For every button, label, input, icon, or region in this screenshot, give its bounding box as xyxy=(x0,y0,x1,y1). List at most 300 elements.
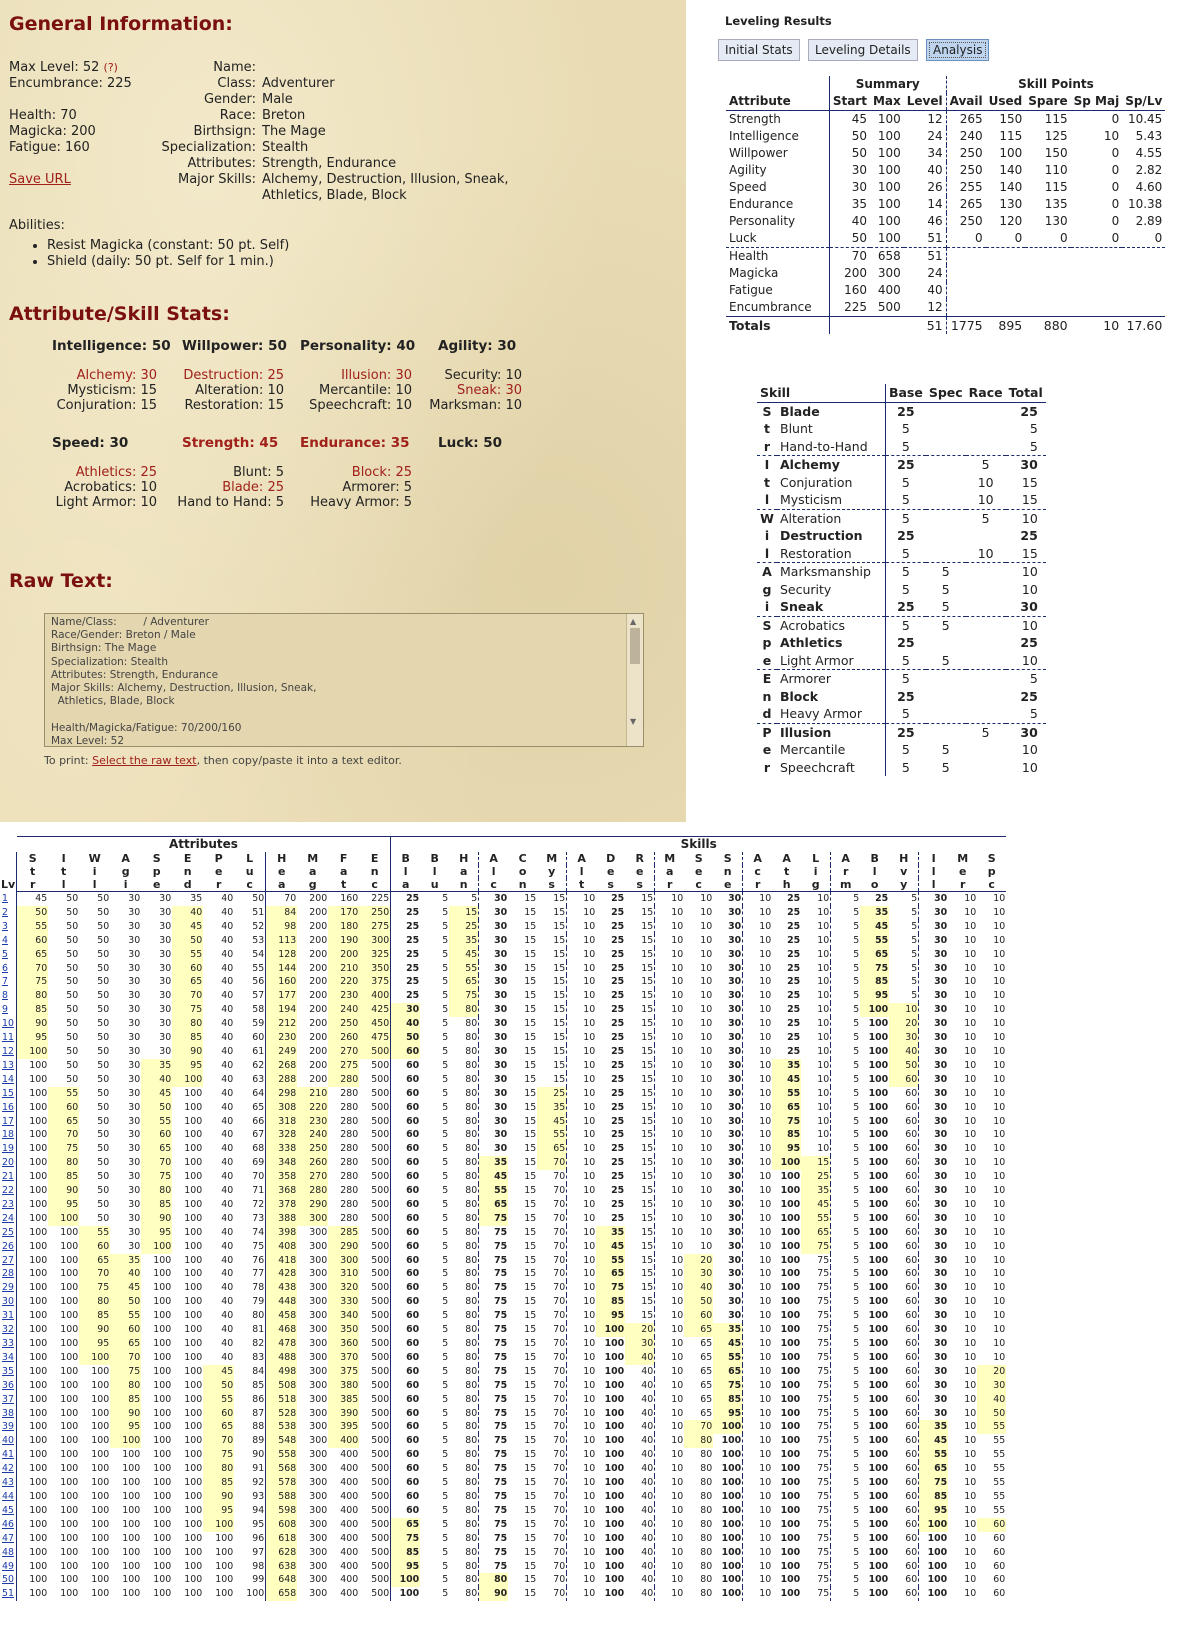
column-header: e xyxy=(606,865,615,878)
column-header: M xyxy=(664,852,676,865)
level-link[interactable]: 18 xyxy=(0,1128,17,1142)
level-link[interactable]: 22 xyxy=(0,1184,17,1198)
field-label xyxy=(160,188,256,204)
level-link[interactable]: 4 xyxy=(0,934,17,948)
column-header: s xyxy=(596,878,625,892)
column-header: t xyxy=(567,878,597,892)
skill-row: d Heavy Armor 5 5 xyxy=(762,706,1038,722)
column-header: c xyxy=(234,878,266,892)
level-link[interactable]: 30 xyxy=(0,1295,17,1309)
skill-row: S Acrobatics 5 5 10 xyxy=(757,616,1046,634)
skill-stat: Armorer: 5 xyxy=(342,480,412,495)
attribute-row: Endurance 35 100 14 265 130 135 0 10.38 xyxy=(729,197,1163,211)
column-header: v xyxy=(889,865,919,878)
skill-stat: Hand to Hand: 5 xyxy=(177,495,284,510)
skill-stat: Heavy Armor: 5 xyxy=(310,495,412,510)
derived-row: Fatigue 160 400 40 xyxy=(726,282,1165,299)
column-header: M xyxy=(957,852,969,865)
column-header: r xyxy=(17,878,49,892)
level-link[interactable]: 29 xyxy=(0,1281,17,1295)
level-row: 22 100 90 50 30 80 100 40 71 368 280 280 500 60 5 80 55 15 70 10 25 15 10 10 30 10 100 35 5 100 60 30 10 10 xyxy=(2,1185,1006,1197)
level-link[interactable]: 43 xyxy=(0,1476,17,1490)
level-link[interactable]: 9 xyxy=(0,1003,17,1017)
column-header: c xyxy=(684,878,713,892)
level-row: 19 100 75 50 30 65 100 40 68 338 250 280 500 60 5 80 30 15 65 10 25 15 10 10 30 10 95 10 5 100 60 30 10 10 xyxy=(2,1143,1006,1155)
column-header: S xyxy=(694,852,703,865)
level-link[interactable]: 19 xyxy=(0,1142,17,1156)
health: Health: 70 xyxy=(9,108,77,123)
level-row: 2 50 50 50 30 30 40 40 51 84 200 170 250 25 5 15 30 15 15 10 25 15 10 10 30 10 25 10 5 35 5 30 10 10 xyxy=(2,906,1006,918)
skill-row: t Blunt 5 5 xyxy=(764,421,1038,437)
skill-stat: Illusion: 30 xyxy=(341,368,412,383)
level-link[interactable]: 44 xyxy=(0,1490,17,1504)
column-header: c xyxy=(754,865,761,878)
level-row: 42 100 100 100 100 100 100 80 91 568 300 400 500 60 5 80 75 15 70 10 100 40 10 80 100 10 100 75 5 100 60 65 10 55 xyxy=(2,1463,1006,1475)
column-header: t xyxy=(61,865,67,878)
column-header: n xyxy=(449,878,479,892)
select-raw-text-link[interactable]: Select the raw text xyxy=(92,754,197,767)
attribute-row: Agility 30 100 40 250 140 110 0 2.82 xyxy=(729,163,1163,177)
level-row: 23 100 95 50 30 85 100 40 72 378 290 280 500 60 5 80 65 15 70 10 25 15 10 10 30 10 100 45 5 100 60 30 10 10 xyxy=(2,1198,1006,1210)
column-header: Level xyxy=(906,94,943,108)
totals-row: Totals 51 1775 895 880 10 17.60 xyxy=(726,317,1165,335)
column-header: a xyxy=(449,865,479,878)
column-header: I xyxy=(931,852,936,865)
column-header: P xyxy=(214,852,223,865)
summary-header: Summary xyxy=(829,76,946,93)
level-row: 50 100 100 100 100 100 100 100 99 648 300 400 500 100 5 80 80 15 70 10 100 40 10 80 100 10 100 75 5 100 60 100 10 60 xyxy=(2,1574,1006,1586)
level-link[interactable]: 13 xyxy=(0,1059,17,1073)
column-header: W xyxy=(88,852,101,865)
attr-skill-heading: Attribute/Skill Stats: xyxy=(9,303,230,325)
field-label: Specialization: xyxy=(161,140,256,155)
column-header: Race xyxy=(968,385,1003,401)
level-link[interactable]: 21 xyxy=(0,1170,17,1184)
attribute-row: Willpower 50 100 34 250 100 150 0 4.55 xyxy=(729,146,1163,160)
attribute-row: Strength 45 100 12 265 150 115 0 10.45 xyxy=(729,112,1163,126)
column-header: e xyxy=(141,878,172,892)
level-row: 40 100 100 100 100 100 100 70 89 548 300 400 500 60 5 80 75 15 70 10 100 40 10 80 100 10 100 75 5 100 60 45 10 55 xyxy=(2,1435,1006,1447)
skill-row: e Light Armor 5 5 10 xyxy=(762,652,1038,668)
level-row: 15 100 55 50 30 45 100 40 64 298 210 280 500 60 5 80 30 15 25 10 25 15 10 10 30 10 55 10 5 100 60 30 10 10 xyxy=(2,1087,1006,1099)
level-row: 39 100 100 100 95 100 100 65 88 538 300 395 500 60 5 80 75 15 70 10 100 40 10 70 100 10 100 75 5 100 60 35 10 55 xyxy=(2,1421,1006,1433)
column-header: r xyxy=(743,878,773,892)
general-left-stats xyxy=(9,60,132,188)
raw-text-note: To print: Select the raw text, then copy/paste it into a text editor. xyxy=(44,754,402,767)
general-info-heading: General Information: xyxy=(9,13,233,35)
column-header: A xyxy=(577,852,586,865)
level-progression-table-wrap xyxy=(0,836,1006,1601)
attribute-heading: Agility: 30 xyxy=(438,338,517,354)
level-link[interactable]: 24 xyxy=(0,1212,17,1226)
level-link[interactable]: 41 xyxy=(0,1448,17,1462)
column-header: Spec xyxy=(928,385,963,401)
column-header: a xyxy=(308,865,317,878)
column-header: g xyxy=(801,878,831,892)
field-value: Breton xyxy=(262,108,306,123)
column-header: B xyxy=(870,852,879,865)
level-row: 14 100 50 50 30 40 100 40 63 288 200 280 500 60 5 80 30 15 15 10 25 15 10 10 30 10 45 10 5 100 60 30 10 10 xyxy=(2,1073,1006,1085)
level-row: 27 100 100 65 35 100 100 40 76 418 300 300 500 60 5 80 75 15 70 10 55 15 10 20 30 10 100 75 5 100 60 30 10 10 xyxy=(2,1254,1006,1266)
level-link[interactable]: 40 xyxy=(0,1434,17,1448)
field-value: Stealth xyxy=(262,140,309,155)
level-row: 21 100 85 50 30 75 100 40 70 358 270 280 500 60 5 80 45 15 70 10 25 15 10 10 30 10 100 25 5 100 60 30 10 10 xyxy=(2,1171,1006,1183)
column-header: D xyxy=(606,852,616,865)
column-header: e xyxy=(958,865,967,878)
max-level-help-link[interactable]: (?) xyxy=(103,61,118,74)
level-link[interactable]: 38 xyxy=(0,1407,17,1421)
column-header xyxy=(0,852,17,865)
column-header: l xyxy=(931,865,936,878)
column-header: e xyxy=(214,865,223,878)
column-header: S xyxy=(987,852,996,865)
level-link[interactable]: 33 xyxy=(0,1337,17,1351)
level-row: 1 45 50 50 30 30 35 40 50 70 200 160 225 25 5 5 30 15 15 10 25 15 10 10 30 10 25 10 5 25 5 30 10 10 xyxy=(2,892,1006,904)
column-header: l xyxy=(79,878,110,892)
column-header: u xyxy=(420,878,449,892)
attribute-heading: Strength: 45 xyxy=(182,435,279,451)
column-header: c xyxy=(479,878,509,892)
level-link[interactable]: 1 xyxy=(0,892,17,906)
skill-row: P Illusion 25 5 30 xyxy=(757,723,1046,741)
column-header: c xyxy=(977,878,1006,892)
raw-text-content: Name/Class: / Adventurer Race/Gender: Breton / Male Birthsign: The Mage Specialization: Stealth Attributes: Strength, Endurance Major Skills: Alchemy, Destruction, Illusion, Sneak, Athletics, Blade, Block Health/Magicka/Fatigue: 70/200/160 Max Level: 52 xyxy=(51,616,317,747)
column-header: L xyxy=(801,852,831,865)
column-header: Start xyxy=(829,93,870,111)
field-label: Birthsign: xyxy=(193,124,256,139)
column-header: Used xyxy=(988,94,1023,108)
skill-stat: Destruction: 25 xyxy=(183,368,284,383)
encumbrance: Encumbrance: 225 xyxy=(9,76,132,91)
level-row: 13 100 50 50 30 35 95 40 62 268 200 275 500 60 5 80 30 15 15 10 25 15 10 10 30 10 35 10 5 100 50 30 10 10 xyxy=(2,1059,1006,1071)
skill-stat: Light Armor: 10 xyxy=(55,495,157,510)
attribute-heading: Endurance: 35 xyxy=(300,435,410,451)
level-link[interactable]: 14 xyxy=(0,1073,17,1087)
column-header: l xyxy=(48,878,79,892)
column-header: C xyxy=(518,852,527,865)
attribute-row: Speed 30 100 26 255 140 115 0 4.60 xyxy=(729,180,1163,194)
level-row: 45 100 100 100 100 100 100 95 94 598 300 400 500 60 5 80 75 15 70 10 100 40 10 80 100 10 100 75 5 100 60 95 10 55 xyxy=(2,1504,1006,1516)
level-progression-table xyxy=(0,836,1006,1601)
level-row: 48 100 100 100 100 100 100 100 97 628 300 400 500 85 5 80 75 15 70 10 100 40 10 80 100 10 100 75 5 100 60 100 10 60 xyxy=(2,1546,1006,1558)
tab-analysis[interactable]: Analysis xyxy=(926,39,989,61)
skill-row: t Conjuration 5 10 15 xyxy=(764,474,1038,490)
column-header xyxy=(0,865,17,878)
column-header: p xyxy=(987,865,996,878)
column-header: a xyxy=(391,878,421,892)
level-link[interactable]: 20 xyxy=(0,1156,17,1170)
column-header: H xyxy=(449,852,479,865)
level-link[interactable]: 39 xyxy=(0,1420,17,1434)
derived-row: Magicka 200 300 24 xyxy=(726,265,1165,282)
ability-item: • Resist Magicka (constant: 50 pt. Self) xyxy=(47,238,289,254)
skill-row: r Speechcraft 5 5 10 xyxy=(763,759,1038,775)
column-header: Spare xyxy=(1028,94,1068,108)
skill-points-header: Skill Points xyxy=(946,76,1165,93)
level-link[interactable]: 48 xyxy=(0,1546,17,1560)
level-link[interactable]: 45 xyxy=(0,1504,17,1518)
column-header: m xyxy=(831,878,861,892)
level-row: 47 100 100 100 100 100 100 100 96 618 300 400 500 75 5 80 75 15 70 10 100 40 10 80 100 10 100 75 5 100 60 100 10 60 xyxy=(2,1532,1006,1544)
column-header: A xyxy=(841,852,850,865)
skill-row: l Restoration 5 10 15 xyxy=(764,545,1038,561)
field-value: Male xyxy=(262,92,293,107)
skill-row: A Marksmanship 5 5 10 xyxy=(757,563,1046,581)
column-header: e xyxy=(694,865,703,878)
field-value: Adventurer xyxy=(262,76,335,91)
skill-stat: Blunt: 5 xyxy=(233,465,284,480)
column-header: i xyxy=(110,878,141,892)
level-link[interactable]: 17 xyxy=(0,1115,17,1129)
level-row: 30 100 100 80 50 100 100 40 79 448 300 330 500 60 5 80 75 15 70 10 85 15 10 50 30 10 100 75 5 100 60 30 10 10 xyxy=(2,1296,1006,1308)
level-link[interactable]: 49 xyxy=(0,1560,17,1574)
level-link[interactable]: 3 xyxy=(0,920,17,934)
skill-stat: Alteration: 10 xyxy=(195,383,284,398)
column-header: A xyxy=(489,852,498,865)
raw-text-heading: Raw Text: xyxy=(9,570,113,592)
scroll-down-icon[interactable]: ▼ xyxy=(630,716,637,726)
attribute-heading: Luck: 50 xyxy=(438,435,503,451)
column-header: H xyxy=(889,852,919,865)
column-header: r xyxy=(842,865,849,878)
field-value: Strength, Endurance xyxy=(262,156,397,171)
level-row: 3 55 50 50 30 30 45 40 52 98 200 180 275 25 5 25 30 15 15 10 25 15 10 10 30 10 25 10 5 45 5 30 10 10 xyxy=(2,920,1006,932)
level-link[interactable]: 5 xyxy=(0,948,17,962)
level-row: 28 100 100 70 40 100 100 40 77 428 300 310 500 60 5 80 75 15 70 10 65 15 10 30 30 10 100 75 5 100 60 30 10 10 xyxy=(2,1268,1006,1280)
skill-stat: Mysticism: 15 xyxy=(67,383,157,398)
column-header: S xyxy=(713,852,743,865)
column-header: Attribute xyxy=(729,94,791,108)
abilities-list xyxy=(9,238,289,270)
field-label: Gender: xyxy=(203,92,256,107)
level-row: 24 100 100 50 30 90 100 40 73 388 300 280 500 60 5 80 75 15 70 10 25 15 10 10 30 10 100 55 5 100 60 30 10 10 xyxy=(2,1212,1006,1224)
level-row: 26 100 100 60 30 100 100 40 75 408 300 290 500 60 5 80 75 15 70 10 45 15 10 10 30 10 100 75 5 100 60 30 10 10 xyxy=(2,1240,1006,1252)
column-header: l xyxy=(872,865,877,878)
attributes-group-header: Attributes xyxy=(17,837,391,853)
level-row: 34 100 100 100 70 100 100 40 83 488 300 370 500 60 5 80 75 15 70 10 100 40 10 65 55 10 100 75 5 100 60 30 10 10 xyxy=(2,1351,1006,1363)
column-header: E xyxy=(183,852,192,865)
level-row: 6 70 50 50 30 30 60 40 55 144 200 210 350 25 5 55 30 15 15 10 25 15 10 10 30 10 25 10 5 75 5 30 10 10 xyxy=(2,962,1006,974)
column-header: s xyxy=(625,878,655,892)
level-link[interactable]: 8 xyxy=(0,989,17,1003)
column-header: c xyxy=(359,878,391,892)
field-label: Name: xyxy=(213,60,256,75)
column-header: t xyxy=(30,865,36,878)
skill-row: e Mercantile 5 5 10 xyxy=(762,742,1038,758)
column-header: s xyxy=(537,878,567,892)
column-header: l xyxy=(919,878,949,892)
level-row: 46 100 100 100 100 100 100 100 95 608 300 400 500 65 5 80 75 15 70 10 100 40 10 80 100 10 100 75 5 100 60 100 10 60 xyxy=(2,1518,1006,1530)
column-header: Skill xyxy=(760,385,791,401)
level-link[interactable]: 42 xyxy=(0,1462,17,1476)
level-row: 25 100 100 55 30 95 100 40 74 398 300 285 500 60 5 80 75 15 70 10 35 15 10 10 30 10 100 65 5 100 60 30 10 10 xyxy=(2,1226,1006,1238)
level-row: 36 100 100 100 80 100 100 50 85 508 300 380 500 60 5 80 75 15 70 10 100 40 10 65 75 10 100 75 5 100 60 30 10 30 xyxy=(2,1379,1006,1391)
level-link[interactable]: 34 xyxy=(0,1351,17,1365)
level-link[interactable]: 28 xyxy=(0,1267,17,1281)
column-header: Max xyxy=(872,94,901,108)
column-header: L xyxy=(234,852,266,865)
level-row: 35 100 100 100 75 100 100 45 84 498 300 375 500 60 5 80 75 15 70 10 100 40 10 65 65 10 100 75 5 100 60 30 10 20 xyxy=(2,1365,1006,1377)
level-row: 4 60 50 50 30 30 50 40 53 113 200 190 300 25 5 35 30 15 15 10 25 15 10 10 30 10 25 10 5 55 5 30 10 10 xyxy=(2,934,1006,946)
summary-table xyxy=(726,76,1165,334)
level-link[interactable]: 36 xyxy=(0,1379,17,1393)
level-link[interactable]: 31 xyxy=(0,1309,17,1323)
skill-base-table xyxy=(757,384,1046,776)
column-header: n xyxy=(508,878,537,892)
level-row: 12 100 50 50 30 30 90 40 61 249 200 270 500 60 5 80 30 15 15 10 25 15 10 10 30 10 25 10 5 100 40 30 10 10 xyxy=(2,1045,1006,1057)
level-link[interactable]: 27 xyxy=(0,1254,17,1268)
field-value: Alchemy, Destruction, Illusion, Sneak, xyxy=(262,172,509,187)
skill-row: p Athletics 25 25 xyxy=(762,635,1038,651)
tab-leveling-details[interactable]: Leveling Details xyxy=(808,39,918,61)
level-row: 37 100 100 100 85 100 100 55 86 518 300 385 500 60 5 80 75 15 70 10 100 40 10 65 85 10 100 75 5 100 60 30 10 40 xyxy=(2,1393,1006,1405)
column-header: n xyxy=(359,865,391,878)
level-link[interactable]: 32 xyxy=(0,1323,17,1337)
column-header: i xyxy=(801,865,831,878)
magicka: Magicka: 200 xyxy=(9,124,96,139)
column-header: Base xyxy=(885,384,925,402)
level-link[interactable]: 12 xyxy=(0,1045,17,1059)
skill-stat: Athletics: 25 xyxy=(75,465,157,480)
level-link[interactable]: 7 xyxy=(0,975,17,989)
column-header: a xyxy=(339,865,348,878)
level-link[interactable]: 26 xyxy=(0,1240,17,1254)
skills-group-header: Skills xyxy=(391,837,1007,853)
level-row: 18 100 70 50 30 60 100 40 67 328 240 280 500 60 5 80 30 15 55 10 25 15 10 10 30 10 85 10 5 100 60 30 10 10 xyxy=(2,1129,1006,1141)
column-header: I xyxy=(61,852,66,865)
level-column-header: Lv xyxy=(1,878,16,892)
field-label: Major Skills: xyxy=(178,172,256,187)
level-row: 11 95 50 50 30 30 85 40 60 230 200 260 475 50 5 80 30 15 15 10 25 15 10 10 30 10 25 10 5 100 30 30 10 10 xyxy=(2,1032,1006,1044)
level-link[interactable]: 46 xyxy=(0,1518,17,1532)
field-label: Attributes: xyxy=(187,156,256,171)
field-value: The Mage xyxy=(262,124,326,139)
column-header: A xyxy=(121,852,130,865)
column-header: o xyxy=(860,878,889,892)
column-header: S xyxy=(152,852,161,865)
level-link[interactable]: 47 xyxy=(0,1532,17,1546)
level-row: 41 100 100 100 100 100 100 75 90 558 300 400 500 60 5 80 75 15 70 10 100 40 10 80 100 10 100 75 5 100 60 55 10 55 xyxy=(2,1449,1006,1461)
derived-row: Health 70 658 51 xyxy=(726,248,1165,266)
level-link[interactable]: 16 xyxy=(0,1101,17,1115)
skill-row: S Blade 25 25 xyxy=(762,403,1038,419)
level-row: 16 100 60 50 30 50 100 40 65 308 220 280 500 60 5 80 30 15 35 10 25 15 10 10 30 10 65 10 5 100 60 30 10 10 xyxy=(2,1101,1006,1113)
column-header: F xyxy=(339,852,348,865)
level-link[interactable]: 15 xyxy=(0,1087,17,1101)
attribute-heading: Intelligence: 50 xyxy=(52,338,171,354)
max-level: Max Level: 52 xyxy=(9,60,100,75)
level-row: 9 85 50 50 30 30 75 40 58 194 200 240 425 30 5 80 30 15 15 10 25 15 10 10 30 10 25 10 5 100 10 30 10 10 xyxy=(2,1004,1006,1016)
skill-stat: Sneak: 30 xyxy=(456,383,522,398)
attribute-heading: Speed: 30 xyxy=(52,435,129,451)
skill-row: E Armorer 5 5 xyxy=(757,670,1046,688)
skill-stat: Conjuration: 15 xyxy=(56,398,157,413)
abilities-label: Abilities: xyxy=(9,218,65,233)
skill-row: g Security 5 5 10 xyxy=(762,581,1038,597)
column-header: a xyxy=(266,878,298,892)
level-link[interactable]: 50 xyxy=(0,1573,17,1587)
level-link[interactable]: 11 xyxy=(0,1031,17,1045)
abilities xyxy=(9,218,289,270)
column-header: h xyxy=(772,878,801,892)
level-row: 29 100 100 75 45 100 100 40 78 438 300 320 500 60 5 80 75 15 70 10 75 15 10 40 30 10 100 75 5 100 60 30 10 10 xyxy=(2,1282,1006,1294)
column-header: r xyxy=(655,878,685,892)
save-url-link[interactable]: Save URL xyxy=(9,172,71,187)
skill-stat: Alchemy: 30 xyxy=(76,368,157,383)
level-row: 51 100 100 100 100 100 100 100 100 658 300 400 500 100 5 80 90 15 70 10 100 40 10 80 100 10 100 75 5 100 60 100 10 60 xyxy=(2,1588,1006,1600)
level-link[interactable]: 25 xyxy=(0,1226,17,1240)
column-header: y xyxy=(889,878,919,892)
field-label: Race: xyxy=(219,108,256,123)
column-header: l xyxy=(579,865,584,878)
leveling-results-title: Leveling Results xyxy=(725,14,832,28)
column-header: Total xyxy=(1008,385,1043,401)
scroll-up-icon[interactable]: ▲ xyxy=(630,617,637,626)
level-link[interactable]: 6 xyxy=(0,962,17,976)
general-fields xyxy=(160,60,509,204)
level-link[interactable]: 10 xyxy=(0,1017,17,1031)
column-header: y xyxy=(537,865,567,878)
level-row: 32 100 100 90 60 100 100 40 81 468 300 350 500 60 5 80 75 15 70 10 100 20 10 65 35 10 100 75 5 100 60 30 10 10 xyxy=(2,1324,1006,1336)
column-header: n xyxy=(713,865,743,878)
level-link[interactable]: 35 xyxy=(0,1365,17,1379)
skill-stat: Mercantile: 10 xyxy=(319,383,412,398)
level-link[interactable]: 51 xyxy=(0,1587,17,1601)
column-header: Avail xyxy=(946,93,986,111)
level-row: 31 100 100 85 55 100 100 40 80 458 300 340 500 60 5 80 75 15 70 10 95 15 10 60 30 10 100 75 5 100 60 30 10 10 xyxy=(2,1310,1006,1322)
column-header: H xyxy=(277,852,287,865)
ability-item: • Shield (daily: 50 pt. Self for 1 min.) xyxy=(47,254,289,270)
column-header: E xyxy=(359,852,391,865)
skill-stat: Block: 25 xyxy=(351,465,412,480)
attribute-heading: Personality: 40 xyxy=(300,338,416,354)
column-header: u xyxy=(234,865,266,878)
column-header: l xyxy=(403,865,408,878)
level-row: 8 80 50 50 30 30 70 40 57 177 200 230 400 25 5 75 30 15 15 10 25 15 10 10 30 10 25 10 5 95 5 30 10 10 xyxy=(2,990,1006,1002)
skill-row: i Sneak 25 5 30 xyxy=(764,599,1038,615)
skill-stat: Restoration: 15 xyxy=(184,398,284,413)
level-row: 5 65 50 50 30 30 55 40 54 128 200 200 325 25 5 45 30 15 15 10 25 15 10 10 30 10 25 10 5 65 5 30 10 10 xyxy=(2,948,1006,960)
attribute-heading: Willpower: 50 xyxy=(182,338,287,354)
column-header: t xyxy=(784,865,790,878)
skill-stat: Acrobatics: 10 xyxy=(64,480,157,495)
column-header: r xyxy=(948,878,977,892)
column-header: l xyxy=(432,865,437,878)
skill-row: I Alchemy 25 5 30 xyxy=(757,456,1046,474)
column-header: n xyxy=(183,865,192,878)
level-link[interactable]: 2 xyxy=(0,906,17,920)
column-header: A xyxy=(782,852,791,865)
attribute-row: Personality 40 100 46 250 120 130 0 2.89 xyxy=(729,214,1163,228)
column-header: t xyxy=(328,878,359,892)
raw-text-area[interactable] xyxy=(44,613,644,747)
column-header: e xyxy=(277,865,286,878)
column-header: g xyxy=(121,865,130,878)
column-header: g xyxy=(297,878,328,892)
tab-initial-stats[interactable]: Initial Stats xyxy=(718,39,800,61)
level-link[interactable]: 23 xyxy=(0,1198,17,1212)
level-row: 20 100 80 50 30 70 100 40 69 348 260 280 500 60 5 80 35 15 70 10 25 15 10 10 30 10 100 15 5 100 60 30 10 10 xyxy=(2,1157,1006,1169)
level-row: 33 100 100 95 65 100 100 40 82 478 300 360 500 60 5 80 75 15 70 10 100 30 10 65 45 10 100 75 5 100 60 30 10 10 xyxy=(2,1338,1006,1349)
column-header: R xyxy=(625,852,655,865)
level-link[interactable]: 37 xyxy=(0,1393,17,1407)
field-label: Class: xyxy=(217,76,256,91)
level-row: 10 90 50 50 30 30 80 40 59 212 200 250 450 40 5 80 30 15 15 10 25 15 10 10 30 10 25 10 5 100 20 30 10 10 xyxy=(2,1018,1006,1030)
column-header: d xyxy=(172,878,203,892)
raw-text-scrollbar[interactable] xyxy=(626,614,643,746)
skill-stat: Speechcraft: 10 xyxy=(309,398,412,413)
column-header: a xyxy=(665,865,674,878)
